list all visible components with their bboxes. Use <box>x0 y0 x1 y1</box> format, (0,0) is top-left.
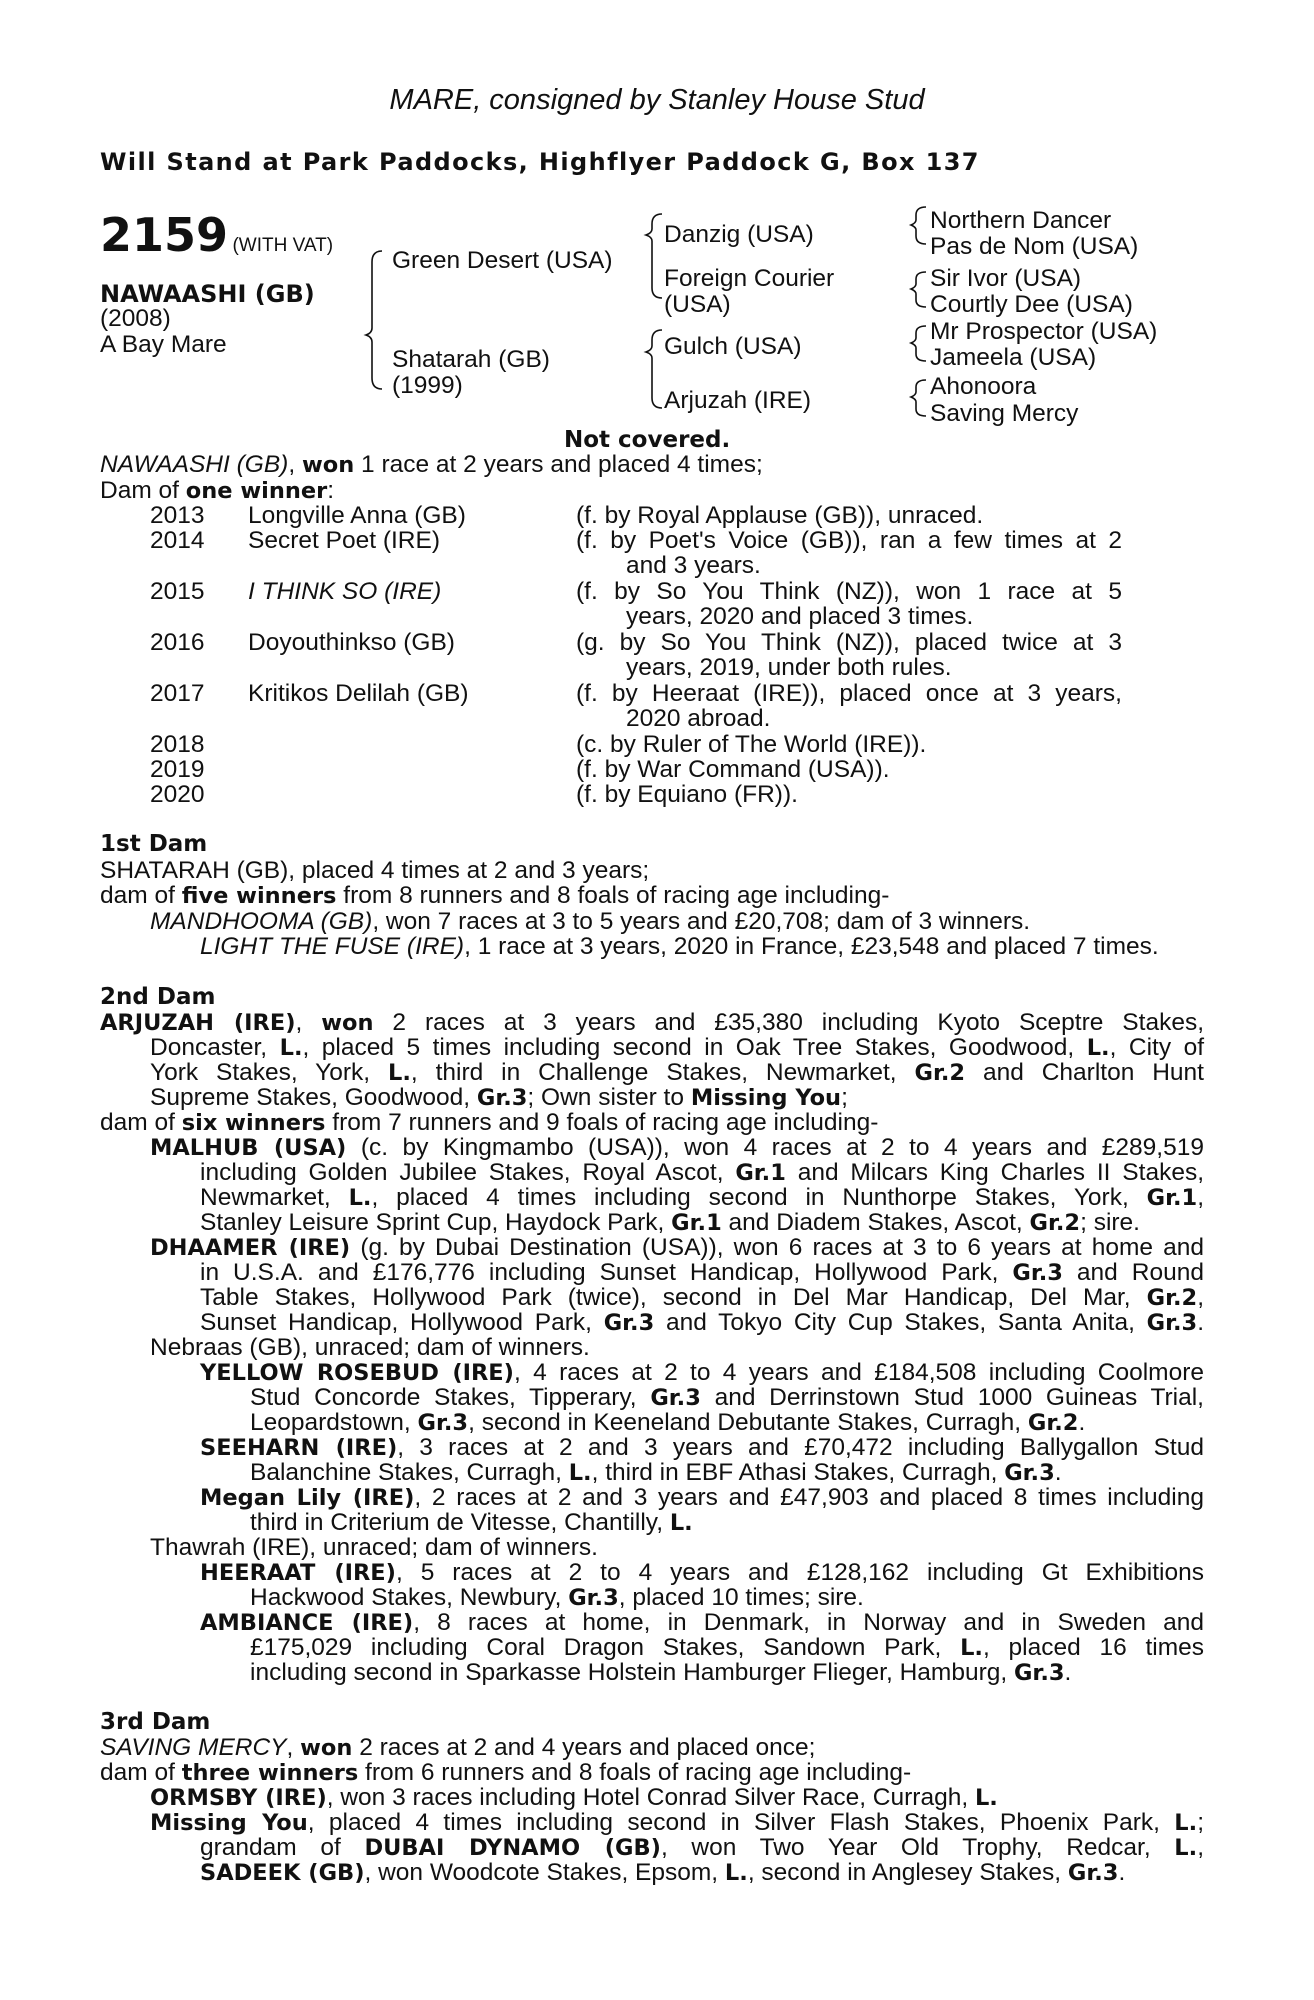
dam2-line <box>150 1135 1204 1162</box>
produce-name: Doyouthinkso (GB) <box>248 629 455 656</box>
text: , <box>1197 1284 1204 1311</box>
sire: Green Desert (USA) <box>392 247 613 274</box>
dam3-line <box>100 1760 911 1787</box>
produce-year: 2020 <box>150 781 205 808</box>
text: , <box>295 1009 322 1036</box>
text: Gr.3 <box>1146 1310 1198 1336</box>
text: third in Criterium de Vitesse, Chantilly, <box>250 1509 670 1536</box>
produce-detail: (f. by War Command (USA)). <box>576 756 890 783</box>
text: including Golden Jubilee Stakes, Royal Ascot, <box>200 1159 736 1186</box>
text: ; <box>1197 1809 1204 1836</box>
text: Sunset Handicap, Hollywood Park, <box>200 1309 604 1336</box>
lot-number: 2159 <box>100 208 229 262</box>
produce-year: 2019 <box>150 756 205 783</box>
produce-year: 2016 <box>150 629 205 656</box>
dam2-line <box>200 1435 1204 1462</box>
text: , 3 races at 2 and 3 years and £70,472 including Ballygallon Stud <box>397 1434 1204 1461</box>
dam2-line <box>200 1260 1204 1287</box>
dam2-line <box>250 1510 693 1537</box>
dam2-line <box>200 1285 1204 1312</box>
text: York Stakes, York, <box>150 1059 388 1086</box>
missing-you: Missing You <box>150 1810 308 1836</box>
dam3-line <box>100 1735 816 1762</box>
text: L. <box>348 1185 372 1211</box>
text: dam of <box>100 1109 182 1136</box>
produce-detail-cont: years, 2019, under both rules. <box>626 654 952 681</box>
dam2-line <box>150 1060 1204 1087</box>
text: , placed 16 times <box>982 1634 1204 1661</box>
text: Gr.2 <box>914 1060 966 1086</box>
text: . <box>1054 1459 1062 1486</box>
produce-name: I THINK SO (IRE) <box>248 578 442 605</box>
produce-year: 2013 <box>150 502 205 529</box>
dam2-line <box>100 1010 1204 1037</box>
dam2-heading: 2nd Dam <box>100 984 216 1010</box>
dam1-line4 <box>200 934 1159 960</box>
dam2-line <box>200 1160 1204 1187</box>
text: L. <box>1086 1035 1110 1061</box>
produce-name: Secret Poet (IRE) <box>248 527 440 554</box>
text: Missing You <box>690 1085 842 1111</box>
text: L. <box>960 1635 983 1661</box>
pedigree-braces <box>0 0 1314 440</box>
arjuzah: ARJUZAH (IRE) <box>100 1010 296 1036</box>
location-line: Will Stand at Park Paddocks, Highflyer Paddock G, Box 137 <box>100 148 980 176</box>
text: Gr.3 <box>1004 1460 1055 1486</box>
text: Gr.2 <box>1027 1410 1079 1436</box>
saving-mercy: SAVING MERCY <box>100 1734 287 1761</box>
dam1-line1: SHATARAH (GB), placed 4 times at 2 and 3 years; <box>100 857 650 884</box>
vat-note: (WITH VAT) <box>232 235 334 256</box>
text: , <box>1197 1834 1204 1861</box>
text: L. <box>669 1510 693 1536</box>
text: , won Two Year Old Trophy, Redcar, <box>660 1834 1175 1861</box>
produce-detail: (f. by So You Think (NZ)), won 1 race at 5 <box>576 578 1122 605</box>
gen3-mr-prospector: Mr Prospector (USA) <box>930 318 1158 345</box>
text: L. <box>974 1785 998 1811</box>
horse-name: NAWAASHI (GB) <box>100 280 315 308</box>
dam2-line <box>250 1660 1071 1687</box>
dam2-line <box>250 1460 1062 1487</box>
dam2-line <box>200 1185 1204 1212</box>
yellow-rosebud: YELLOW ROSEBUD (IRE) <box>200 1360 514 1386</box>
gen3-ahonoora: Ahonoora <box>930 373 1037 400</box>
produce-detail: (c. by Ruler of The World (IRE)). <box>576 731 927 758</box>
text: Gr.3 <box>568 1585 619 1611</box>
text: , <box>286 1734 301 1761</box>
text: L. <box>1174 1835 1198 1861</box>
sire-dam-line2: (USA) <box>664 291 731 318</box>
produce-detail-cont: and 3 years. <box>626 552 761 579</box>
text: £175,029 including Coral Dragon Stakes, Sandown Park, <box>250 1634 961 1661</box>
dam-sire: Gulch (USA) <box>664 333 802 360</box>
gen3-northern-dancer: Northern Dancer <box>930 207 1112 234</box>
text: won <box>300 1735 353 1761</box>
text: , placed 4 times including second in Nunthorpe Stakes, York, <box>371 1184 1147 1211</box>
text: grandam of <box>200 1834 365 1861</box>
dam2-line <box>250 1385 1204 1412</box>
text: Doncaster, <box>150 1034 280 1061</box>
brace-gen3-4 <box>911 380 926 416</box>
gen3-sir-ivor: Sir Ivor (USA) <box>930 265 1082 292</box>
brace-gen3-1 <box>911 207 926 244</box>
text: . <box>1078 1409 1086 1436</box>
text: Gr.2 <box>1146 1285 1198 1311</box>
text: in U.S.A. and £176,776 including Sunset Handicap, Hollywood Park, <box>200 1259 1013 1286</box>
dam2-line <box>250 1635 1204 1662</box>
gen3-jameela: Jameela (USA) <box>930 344 1097 371</box>
text: , second in Keeneland Debutante Stakes, Curragh, <box>468 1409 1028 1436</box>
five-winners: five winners <box>181 883 337 909</box>
text: Gr.3 <box>417 1410 469 1436</box>
text: and Derrinstown Stud 1000 Guineas Trial, <box>700 1384 1204 1411</box>
text: . <box>1064 1659 1072 1686</box>
dam-line1: Shatarah (GB) <box>392 346 550 373</box>
sire-dam-line1: Foreign Courier <box>664 265 835 292</box>
text: L. <box>388 1060 411 1086</box>
brace-gen2-bottom <box>646 330 662 408</box>
dam1-line3 <box>150 909 1030 935</box>
text: L. <box>568 1460 592 1486</box>
text: ; <box>841 1084 848 1111</box>
text: Gr.3 <box>650 1385 701 1411</box>
text: 2 races at 2 and 4 years and placed once; <box>352 1734 816 1761</box>
text: Gr.1 <box>1146 1185 1198 1211</box>
produce-detail: (f. by Royal Applause (GB)), unraced. <box>576 502 984 529</box>
text: Leopardstown, <box>250 1409 418 1436</box>
dubai-dynamo: DUBAI DYNAMO (GB) <box>364 1835 661 1861</box>
dam2-line <box>200 1210 1140 1237</box>
horse-year: (2008) <box>100 305 171 332</box>
produce-name: Longville Anna (GB) <box>248 502 466 529</box>
ormsby: ORMSBY (IRE) <box>150 1785 327 1811</box>
dam3-line <box>150 1785 998 1812</box>
dam2-line <box>200 1560 1204 1587</box>
text: , third in EBF Athasi Stakes, Curragh, <box>591 1459 1005 1486</box>
text: three winners <box>181 1760 359 1786</box>
produce-detail-cont: 2020 abroad. <box>626 705 771 732</box>
dam-line2: (1999) <box>392 372 463 399</box>
text: L. <box>279 1035 303 1061</box>
dam-dam: Arjuzah (IRE) <box>664 387 812 414</box>
text: Gr.3 <box>1012 1260 1063 1286</box>
dam3-line <box>200 1835 1204 1862</box>
mandhooma: MANDHOOMA (GB) <box>150 908 373 935</box>
text: Stud Concorde Stakes, Tipperary, <box>250 1384 651 1411</box>
sire-sire: Danzig (USA) <box>664 221 814 248</box>
text: Newmarket, <box>200 1184 349 1211</box>
text: . <box>1118 1859 1126 1886</box>
one-winner: one winner <box>185 478 328 504</box>
text: dam of <box>100 1759 182 1786</box>
summary-rest: 1 race at 2 years and placed 4 times; <box>354 451 763 478</box>
text: Gr.3 <box>476 1085 528 1111</box>
brace-gen2-top <box>646 214 662 298</box>
produce-detail: (f. by Equiano (FR)). <box>576 781 798 808</box>
malhub: MALHUB (USA) <box>150 1135 347 1161</box>
text: , placed 10 times; sire. <box>618 1584 864 1611</box>
dam-of-colon: : <box>327 477 335 504</box>
text: , City of <box>1109 1034 1205 1061</box>
dhaamer: DHAAMER (IRE) <box>150 1235 351 1261</box>
dam3-heading: 3rd Dam <box>100 1709 211 1735</box>
produce-year: 2015 <box>150 578 205 605</box>
text: Gr.3 <box>1013 1660 1065 1686</box>
dam2-line <box>200 1360 1204 1387</box>
text: and Charlton Hunt <box>965 1059 1204 1086</box>
text: from 8 runners and 8 foals of racing age including- <box>336 882 890 909</box>
page-title: MARE, consigned by Stanley House Stud <box>389 84 925 116</box>
brace-gen3-3 <box>911 326 926 361</box>
text: , won Woodcote Stakes, Epsom, <box>364 1859 725 1886</box>
text: , <box>1197 1184 1204 1211</box>
dam1-line2 <box>100 883 889 910</box>
brace-gen1 <box>366 251 382 389</box>
dam2-line <box>200 1485 1204 1512</box>
text: from 7 runners and 9 foals of racing age including- <box>325 1109 879 1136</box>
dam2-line <box>100 1110 878 1137</box>
produce-year: 2017 <box>150 680 205 707</box>
brace-gen3-2 <box>911 272 926 307</box>
text: ; Own sister to <box>527 1084 691 1111</box>
produce-year: 2014 <box>150 527 205 554</box>
seeharn: SEEHARN (IRE) <box>200 1435 398 1461</box>
megan-lily: Megan Lily (IRE) <box>200 1485 415 1511</box>
text: won <box>321 1010 374 1036</box>
text: , placed 4 times including second in Silver Flash Stakes, Phoenix Park, <box>307 1809 1175 1836</box>
horse-description: A Bay Mare <box>100 331 227 358</box>
text: ; sire. <box>1080 1209 1140 1236</box>
light-the-fuse: LIGHT THE FUSE (IRE) <box>200 933 465 960</box>
text: Gr.2 <box>1029 1210 1081 1236</box>
text: Gr.1 <box>671 1210 722 1236</box>
text: Stanley Leisure Sprint Cup, Haydock Park, <box>200 1209 672 1236</box>
covering-status: Not covered. <box>564 427 731 453</box>
dam2-line <box>250 1585 864 1612</box>
text: and Tokyo City Cup Stakes, Santa Anita, <box>654 1309 1147 1336</box>
text: Gr.3 <box>1067 1860 1119 1886</box>
dam2-line <box>200 1310 1204 1337</box>
dam2-line <box>200 1610 1204 1637</box>
text: , 2 races at 2 and 3 years and £47,903 and placed 8 times including <box>414 1484 1204 1511</box>
text: L. <box>1174 1810 1198 1836</box>
dam3-line <box>200 1860 1125 1887</box>
text: and Milcars King Charles II Stakes, <box>785 1159 1204 1186</box>
heeraat: HEERAAT (IRE) <box>200 1560 396 1586</box>
text: Hackwood Stakes, Newbury, <box>250 1584 569 1611</box>
produce-detail: (f. by Poet's Voice (GB)), ran a few times at 2 <box>576 527 1122 554</box>
summary-line: NAWAASHI (GB), won 1 race at 2 years and placed 4 times; <box>100 451 763 478</box>
text: Balanchine Stakes, Curragh, <box>250 1459 569 1486</box>
gen3-pas-de-nom: Pas de Nom (USA) <box>930 233 1139 260</box>
gen3-courtly-dee: Courtly Dee (USA) <box>930 291 1133 318</box>
dam2-line: Thawrah (IRE), unraced; dam of winners. <box>150 1534 598 1561</box>
text: (g. by Dubai Destination (USA)), won 6 races at 3 to 6 years at home and <box>350 1234 1204 1261</box>
text: , second in Anglesey Stakes, <box>747 1859 1068 1886</box>
dam-of-line <box>100 478 334 505</box>
text: from 6 runners and 8 foals of racing age including- <box>358 1759 912 1786</box>
dam2-line: Nebraas (GB), unraced; dam of winners. <box>150 1334 590 1361</box>
text: Gr.3 <box>603 1310 655 1336</box>
dam2-line <box>150 1235 1204 1262</box>
text: Supreme Stakes, Goodwood, <box>150 1084 477 1111</box>
text: , won 7 races at 3 to 5 years and £20,708; dam of 3 winners. <box>372 908 1031 935</box>
text: 2 races at 3 years and £35,380 including Kyoto Sceptre Stakes, <box>373 1009 1204 1036</box>
text: , 4 races at 2 to 4 years and £184,508 including Coolmore <box>513 1359 1204 1386</box>
produce-detail-cont: years, 2020 and placed 3 times. <box>626 603 974 630</box>
sadeek: SADEEK (GB) <box>200 1860 365 1886</box>
gen3-saving-mercy: Saving Mercy <box>930 400 1079 427</box>
text: including second in Sparkasse Holstein Hamburger Flieger, Hamburg, <box>250 1659 1014 1686</box>
text: , 1 race at 3 years, 2020 in France, £23,548 and placed 7 times. <box>464 933 1159 960</box>
produce-detail: (g. by So You Think (NZ)), placed twice at 3 <box>576 629 1122 656</box>
text: and Diadem Stakes, Ascot, <box>721 1209 1030 1236</box>
text: , placed 5 times including second in Oak Tree Stakes, Goodwood, <box>302 1034 1087 1061</box>
produce-year: 2018 <box>150 731 205 758</box>
ambiance: AMBIANCE (IRE) <box>200 1610 414 1636</box>
text: L. <box>724 1860 748 1886</box>
text: , 5 races at 2 to 4 years and £128,162 including Gt Exhibitions <box>395 1559 1204 1586</box>
summary-horse-name: NAWAASHI (GB) <box>100 451 289 478</box>
text: , won 3 races including Hotel Conrad Silver Race, Curragh, <box>326 1784 975 1811</box>
text: Table Stakes, Hollywood Park (twice), second in Del Mar Handicap, Del Mar, <box>200 1284 1147 1311</box>
produce-detail: (f. by Heeraat (IRE)), placed once at 3 years, <box>576 680 1122 707</box>
text: six winners <box>181 1110 326 1136</box>
text: , third in Challenge Stakes, Newmarket, <box>410 1059 915 1086</box>
produce-name: Kritikos Delilah (GB) <box>248 680 469 707</box>
text: dam of <box>100 882 182 909</box>
dam1-heading: 1st Dam <box>100 831 208 857</box>
text: Gr.1 <box>735 1160 786 1186</box>
dam3-line <box>150 1810 1204 1837</box>
dam-of-label: Dam of <box>100 477 186 504</box>
summary-won: won <box>301 452 355 478</box>
text: , 8 races at home, in Denmark, in Norway and in Sweden and <box>413 1609 1204 1636</box>
dam2-line <box>150 1085 848 1112</box>
text: and Round <box>1062 1259 1204 1286</box>
dam2-line <box>150 1035 1204 1062</box>
text: (c. by Kingmambo (USA)), won 4 races at 2 to 4 years and £289,519 <box>346 1134 1204 1161</box>
text: . <box>1197 1309 1204 1336</box>
dam2-line <box>250 1410 1085 1437</box>
